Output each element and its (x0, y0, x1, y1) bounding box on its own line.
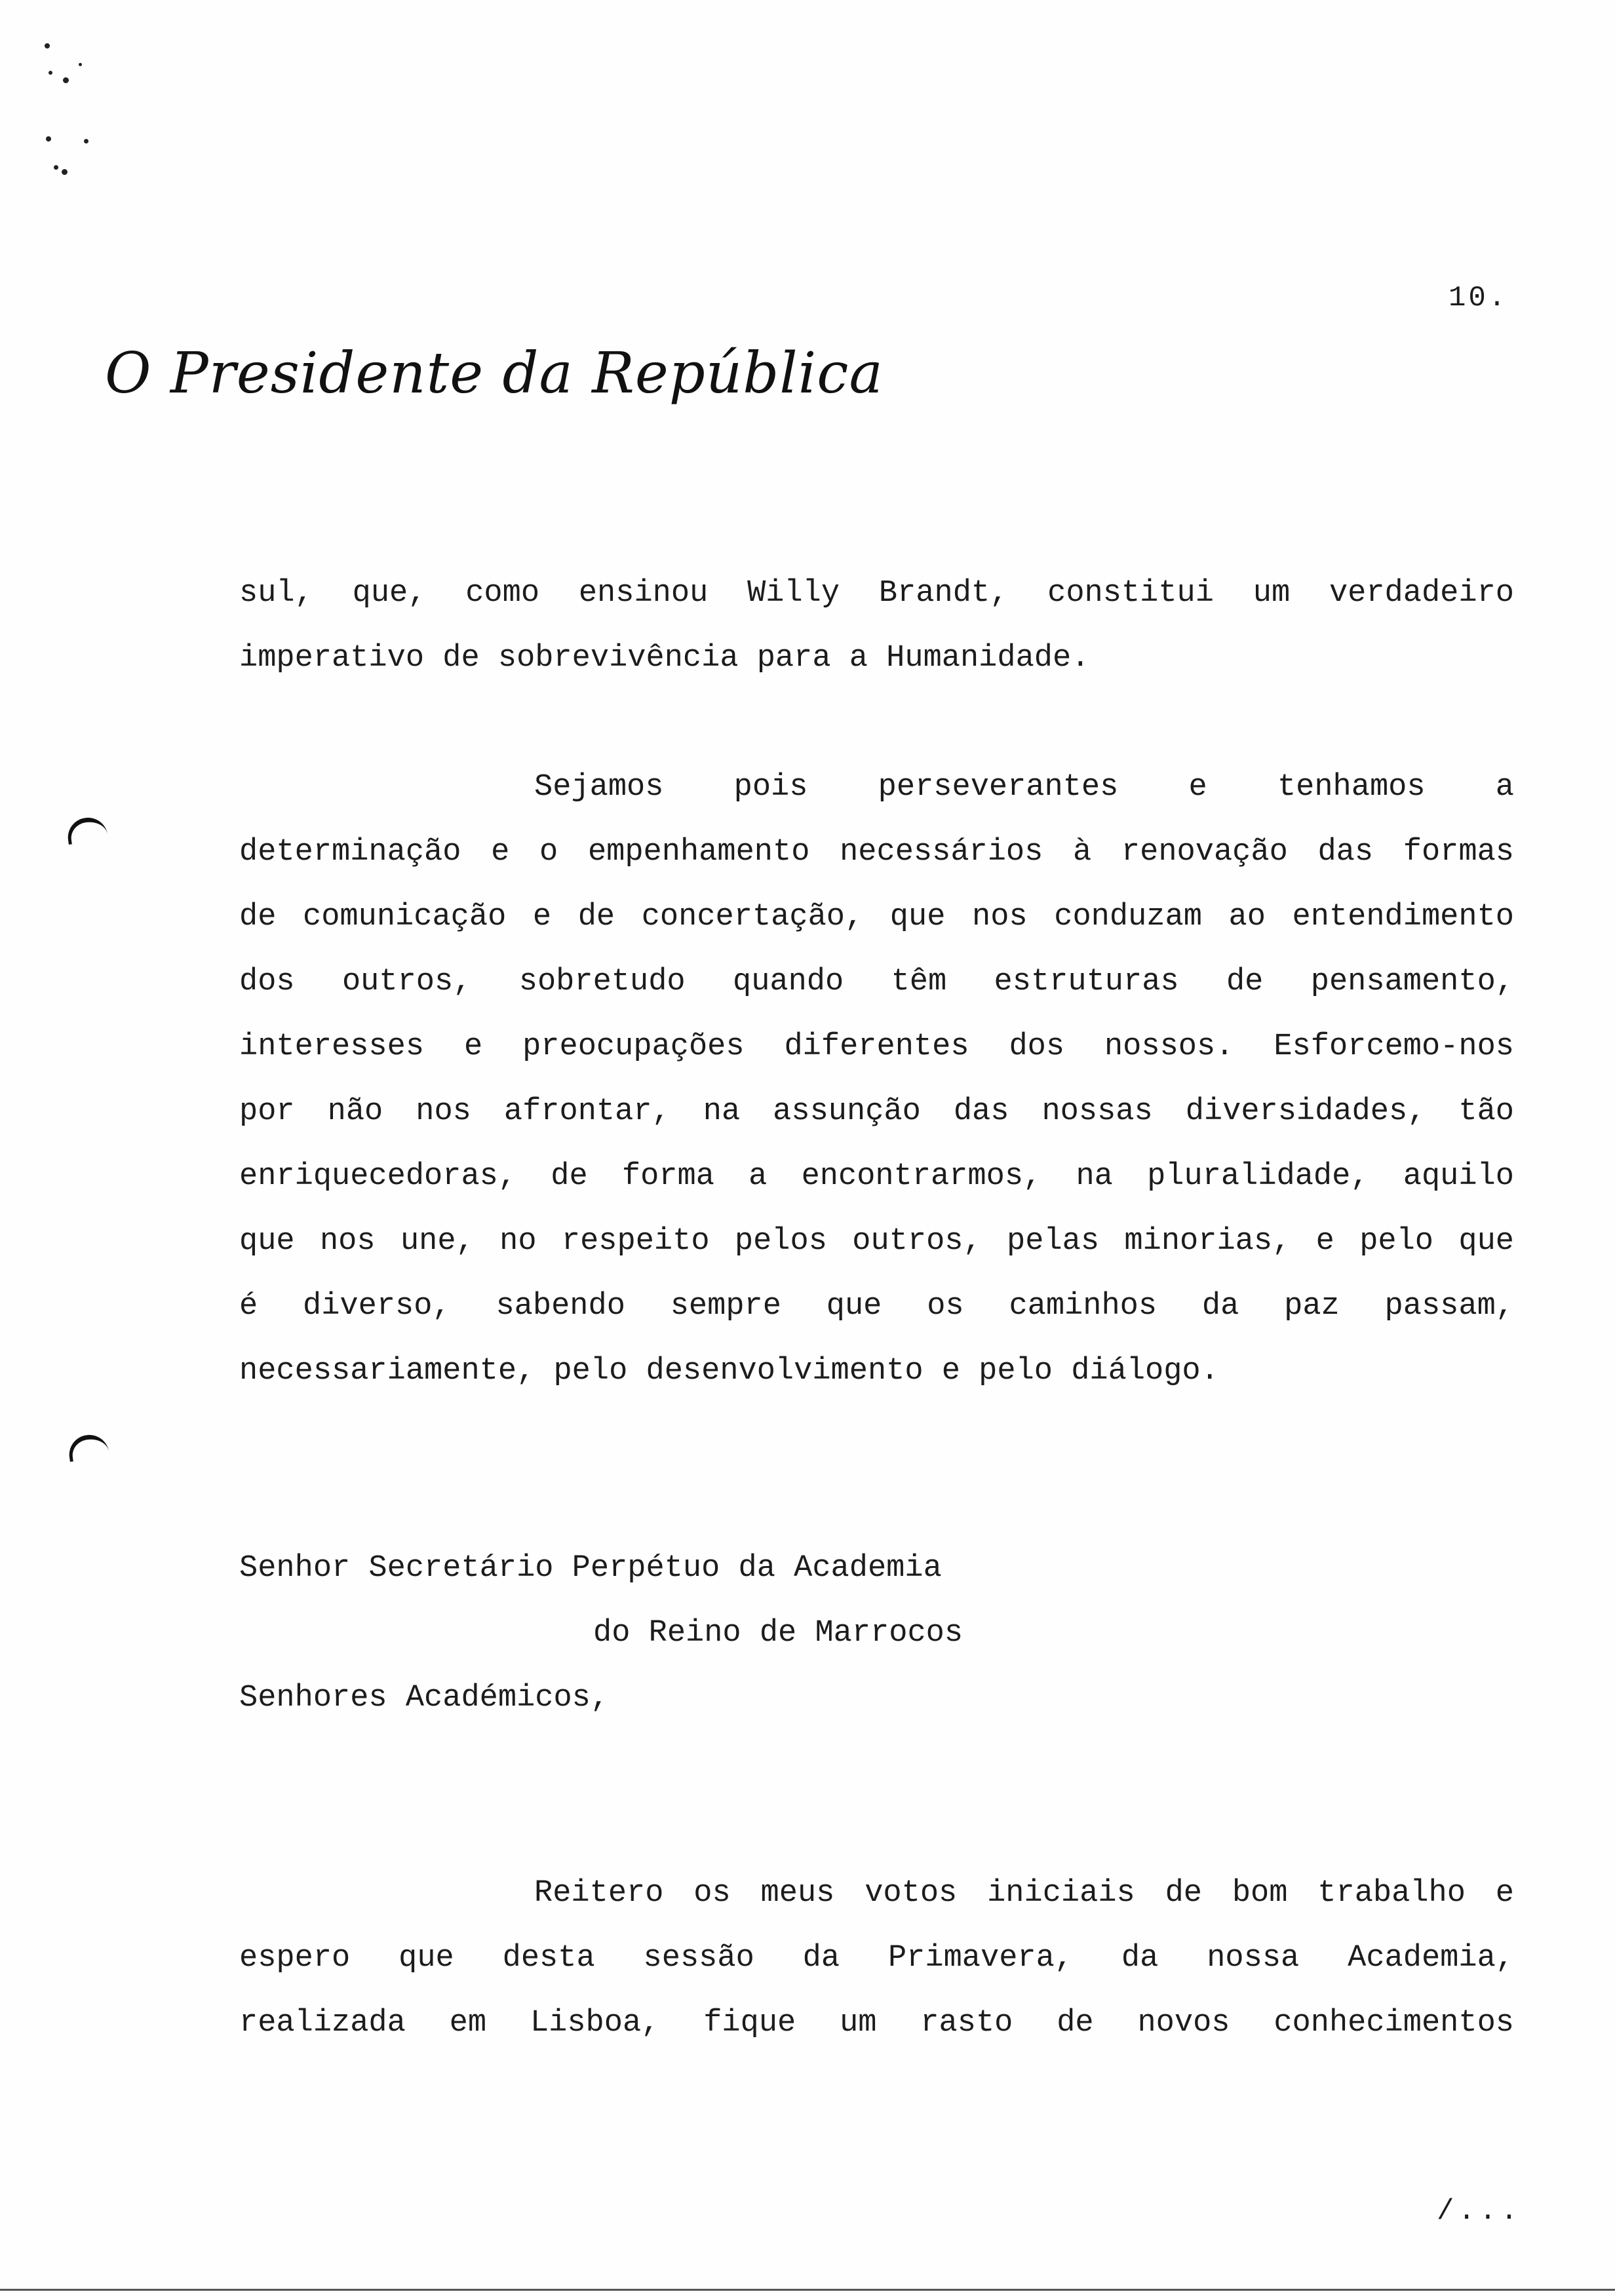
letterhead-title: O Presidente da República (105, 341, 884, 406)
scan-speck (45, 43, 50, 48)
text-line: interesses e preocupações diferentes dos nossos. Esforcemo-nos (239, 1029, 1514, 1064)
address-line-3: Senhores Académicos, (239, 1681, 610, 1715)
text-line: necessariamente, pelo desenvolvimento e pelo diálogo. (239, 1354, 1219, 1388)
paragraph-closing (239, 1861, 1514, 2056)
scan-speck (62, 169, 68, 175)
page-number: 10. (1449, 282, 1509, 315)
scan-speck (46, 136, 51, 142)
scan-speck (79, 63, 82, 66)
text-line: dos outros, sobretudo quando têm estruturas de pensamento, (239, 965, 1514, 999)
margin-hook-mark (67, 1432, 110, 1462)
margin-hook-mark (66, 815, 109, 845)
address-line-1: Senhor Secretário Perpétuo da Academia (239, 1551, 942, 1586)
scan-speck (54, 165, 58, 170)
text-line: Sejamos pois perseverantes e tenhamos a (534, 770, 1514, 805)
text-line: realizada em Lisboa, fique um rasto de novos conhecimentos (239, 2006, 1514, 2040)
paragraph-perseverance (239, 755, 1514, 1404)
text-line: de comunicação e de concertação, que nos conduzam ao entendimento (239, 900, 1514, 934)
text-line: é diverso, sabendo sempre que os caminhos da paz passam, (239, 1289, 1514, 1324)
scan-speck (63, 77, 69, 83)
scan-speck (84, 139, 88, 144)
paragraph-continuation (239, 561, 1514, 691)
text-line: Reitero os meus votos iniciais de bom trabalho e (534, 1876, 1514, 1911)
page-bottom-edge (0, 2289, 1615, 2291)
text-line: imperativo de sobrevivência para a Humanidade. (239, 641, 1090, 676)
scan-speck (49, 71, 52, 75)
text-line: enriquecedoras, de forma a encontrarmos, na pluralidade, aquilo (239, 1159, 1514, 1194)
address-line-2: do Reino de Marrocos (593, 1616, 963, 1651)
text-line: por não nos afrontar, na assunção das nossas diversidades, tão (239, 1094, 1514, 1129)
text-line: espero que desta sessão da Primavera, da nossa Academia, (239, 1941, 1514, 1976)
text-line: sul, que, como ensinou Willy Brandt, constitui um verdadeiro (239, 576, 1514, 611)
continuation-mark: /... (1437, 2195, 1522, 2228)
text-line: determinação e o empenhamento necessários à renovação das formas (239, 835, 1514, 870)
text-line: que nos une, no respeito pelos outros, pelas minorias, e pelo que (239, 1224, 1514, 1259)
